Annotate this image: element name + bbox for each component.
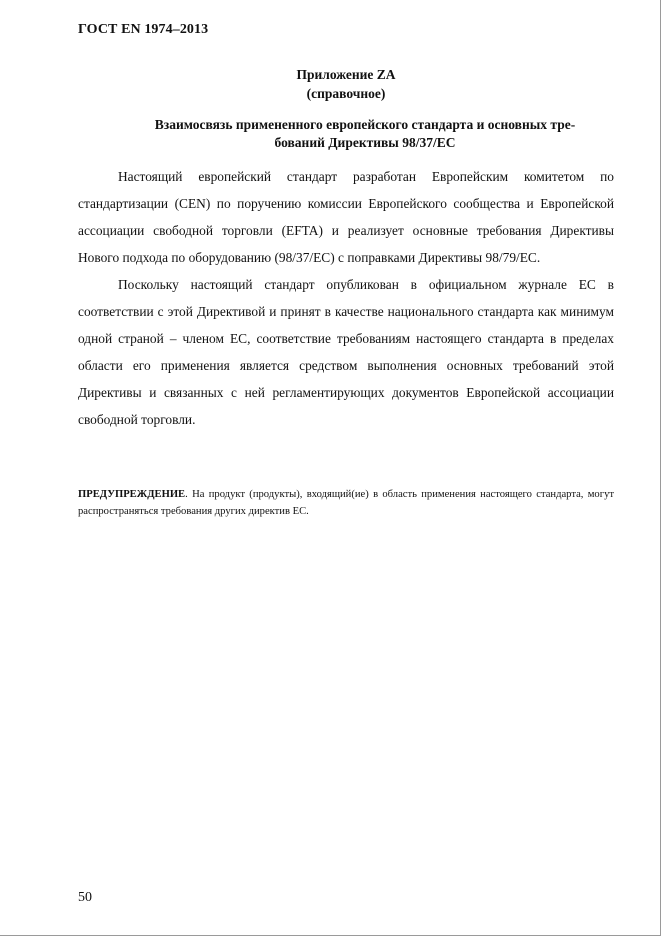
warning-note	[78, 486, 614, 520]
annex-title: Приложение ZA	[296, 67, 396, 82]
warning-text: . На продукт (продукты), входящий(ие) в область применения настоящего стандарта, могут распространяться требования других директив ЕС.	[78, 489, 614, 517]
document-header: ГОСТ EN 1974–2013	[78, 22, 209, 37]
warning-label: ПРЕДУПРЕЖДЕНИЕ	[78, 489, 186, 500]
section-title-line-2: бований Директивы 98/37/ЕС	[274, 135, 456, 150]
section-title	[110, 116, 620, 152]
annex-heading	[78, 65, 614, 103]
annex-status: (справочное)	[306, 86, 386, 101]
body-paragraph-2: Поскольку настоящий стандарт опубликован в официальном журнале ЕС в соответствии с этой Директивой и принят в качестве национального стандарта как минимум одной страной – членом ЕС, соответствие требованиям настоящего стандарта в пределах области его применения является средством выполнения основных требований этой Директивы и связанных с ней регламентирующих документов Европейской ассоциации свободной торговли.	[78, 277, 614, 427]
body-paragraph-1: Настоящий европейский стандарт разработан Европейским комитетом по стандартизации (CEN) по поручению комиссии Европейского сообщества и Европейской ассоциации свободной торговли (EFTA) и реализует основные требования Директивы Нового подхода по оборудованию (98/37/ЕС) с поправками Директивы 98/79/ЕС.	[78, 169, 614, 265]
page-number: 50	[78, 890, 92, 905]
section-title-line-1: Взаимосвязь примененного европейского стандарта и основных тре-	[154, 117, 576, 132]
body-text	[78, 163, 614, 433]
